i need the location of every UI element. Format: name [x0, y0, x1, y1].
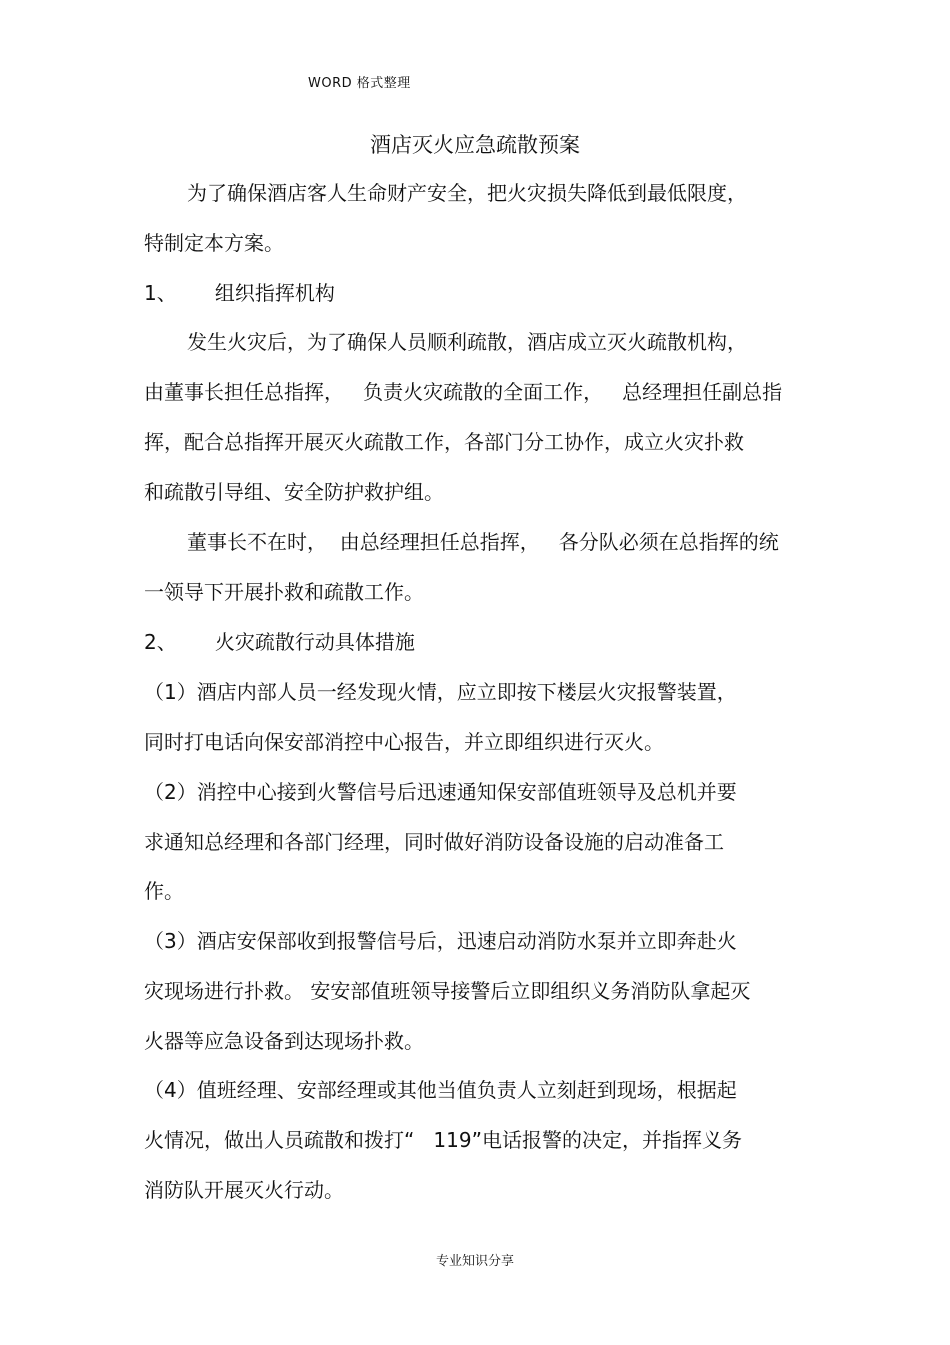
section-heading: 1、 组织指挥机构	[144, 281, 335, 305]
body-line: 一领导下开展扑救和疏散工作。	[144, 580, 424, 604]
body-line: 由董事长担任总指挥， 负责火灾疏散的全面工作， 总经理担任副总指	[144, 380, 783, 404]
body-line: （2）消控中心接到火警信号后迅速通知保安部值班领导及总机并要	[144, 780, 737, 804]
document-title: 酒店灭火应急疏散预案	[370, 133, 580, 157]
body-line: 作。	[144, 879, 184, 903]
body-line: 挥，配合总指挥开展灭火疏散工作，各部门分工协作，成立火灾扑救	[144, 430, 744, 454]
body-line: 和疏散引导组、安全防护救护组。	[144, 480, 444, 504]
body-line: 灾现场进行扑救。 安安部值班领导接警后立即组织义务消防队拿起灭	[144, 979, 751, 1003]
page-header: WORD 格式整理	[308, 76, 411, 91]
body-line: 董事长不在时， 由总经理担任总指挥， 各分队必须在总指挥的统	[187, 530, 779, 554]
body-line: （1）酒店内部人员一经发现火情，应立即按下楼层火灾报警装置，	[144, 680, 737, 704]
page-footer: 专业知识分享	[435, 1254, 514, 1269]
body-line: 消防队开展灭火行动。	[144, 1178, 344, 1202]
body-line: 发生火灾后，为了确保人员顺利疏散，酒店成立灭火疏散机构，	[187, 330, 747, 354]
body-line: 特制定本方案。	[144, 231, 284, 255]
body-line: 为了确保酒店客人生命财产安全，把火灾损失降低到最低限度，	[187, 181, 747, 205]
body-line: 火器等应急设备到达现场扑救。	[144, 1029, 424, 1053]
body-line: （3）酒店安保部收到报警信号后，迅速启动消防水泵并立即奔赴火	[144, 929, 737, 953]
body-line: 火情况，做出人员疏散和拨打“ 119”电话报警的决定，并指挥义务	[144, 1128, 742, 1152]
body-line: 同时打电话向保安部消控中心报告，并立即组织进行灭火。	[144, 730, 664, 754]
section-heading: 2、 火灾疏散行动具体措施	[144, 630, 415, 654]
body-line: 求通知总经理和各部门经理，同时做好消防设备设施的启动准备工	[144, 830, 724, 854]
body-line: （4）值班经理、安部经理或其他当值负责人立刻赶到现场，根据起	[144, 1078, 737, 1102]
